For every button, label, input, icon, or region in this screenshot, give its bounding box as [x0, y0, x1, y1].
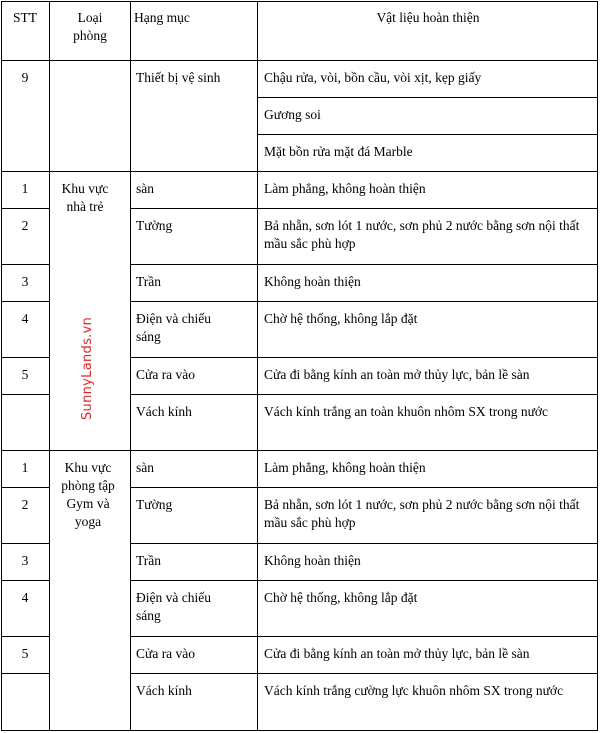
row-item: Trần [136, 553, 162, 568]
row-material: Làm phẳng, không hoàn thiện [264, 181, 426, 196]
row-material: Bả nhẵn, sơn lót 1 nước, sơn phủ 2 nước bằng sơn nội thất mầu sắc phù hợp [264, 218, 580, 251]
row-divider [1, 357, 49, 358]
room-group-label: Khu vực phòng tập Gym và yoga [61, 460, 115, 529]
row-item: Tường [136, 218, 173, 233]
row-material: Làm phẳng, không hoàn thiện [264, 460, 426, 475]
row-divider [1, 487, 49, 488]
row-stt: 2 [21, 497, 29, 512]
table-border [1, 730, 598, 731]
row-divider [130, 673, 598, 674]
row-material: Không hoàn thiện [264, 553, 361, 568]
row-divider [1, 450, 598, 451]
row-divider [1, 171, 598, 172]
row-material: Cửa đi bằng kính an toàn mở thủy lực, bản lề sàn [264, 367, 530, 382]
row-divider [130, 580, 598, 581]
row-divider [130, 636, 598, 637]
column-divider [49, 1, 50, 731]
column-divider [257, 1, 258, 731]
row-divider [130, 487, 598, 488]
row-stt: 1 [21, 181, 29, 196]
row-stt: 5 [21, 367, 29, 382]
row-material: Bả nhẵn, sơn lót 1 nước, sơn phủ 2 nước bằng sơn nội thất mầu sắc phù hợp [264, 497, 580, 530]
row-material: Chờ hệ thống, không lắp đặt [264, 590, 418, 605]
row-divider [130, 394, 598, 395]
row-item: sàn [136, 181, 154, 196]
row-divider [130, 208, 598, 209]
row-divider [130, 301, 598, 302]
row-item: Tường [136, 497, 173, 512]
row-material: Cửa đi bằng kính an toàn mở thủy lực, bản lề sàn [264, 646, 530, 661]
row-item: Cửa ra vào [136, 646, 196, 661]
row-divider [1, 580, 49, 581]
row-divider [1, 208, 49, 209]
row-item: Vách kính [136, 404, 192, 419]
header-material: Vật liệu hoàn thiện [376, 10, 480, 25]
row-stt: 3 [21, 553, 29, 568]
row-divider [1, 60, 598, 61]
row-item: Điện và chiếu sáng [136, 590, 211, 623]
row-divider [130, 543, 598, 544]
header-stt: STT [12, 10, 37, 25]
table-border [1, 1, 598, 2]
row-material: Gương soi [264, 107, 321, 122]
row-divider [1, 301, 49, 302]
row-divider [1, 264, 49, 265]
row-material: Vách kính trắng an toàn khuôn nhôm SX trong nước [264, 404, 549, 419]
table-border [597, 1, 598, 731]
row-item: sàn [136, 460, 154, 475]
row-material: Chờ hệ thống, không lắp đặt [264, 311, 418, 326]
row-divider [257, 97, 598, 98]
row-divider [257, 134, 598, 135]
watermark: SunnyLands.vn [80, 316, 95, 420]
row-material: Chậu rửa, vòi, bồn cầu, vòi xịt, kẹp giấy [264, 70, 482, 85]
row-stt: 1 [21, 460, 29, 475]
row-item: Vách kính [136, 683, 192, 698]
row-stt: 9 [21, 70, 29, 85]
header-item: Hạng mục [134, 10, 190, 25]
row-stt: 4 [21, 311, 29, 326]
column-divider [130, 1, 131, 731]
row-stt: 3 [21, 274, 29, 289]
row-item: Trần [136, 274, 162, 289]
row-divider [1, 673, 49, 674]
table-border [1, 1, 2, 731]
row-material: Không hoàn thiện [264, 274, 361, 289]
row-material: Mặt bồn rửa mặt đá Marble [264, 144, 413, 159]
row-divider [130, 357, 598, 358]
header-room: Loại phòng [73, 10, 107, 43]
row-divider [1, 543, 49, 544]
row-divider [1, 636, 49, 637]
row-item: Cửa ra vào [136, 367, 196, 382]
row-material: Vách kính trắng cường lực khuôn nhôm SX trong nước [264, 683, 564, 698]
row-item: Thiết bị vệ sinh [136, 70, 221, 85]
row-item: Điện và chiếu sáng [136, 311, 211, 344]
row-divider [130, 264, 598, 265]
row-stt: 2 [21, 218, 29, 233]
row-divider [1, 394, 49, 395]
room-group-label: Khu vực nhà trẻ [61, 181, 109, 214]
row-stt: 4 [21, 590, 29, 605]
row-stt: 5 [21, 646, 29, 661]
